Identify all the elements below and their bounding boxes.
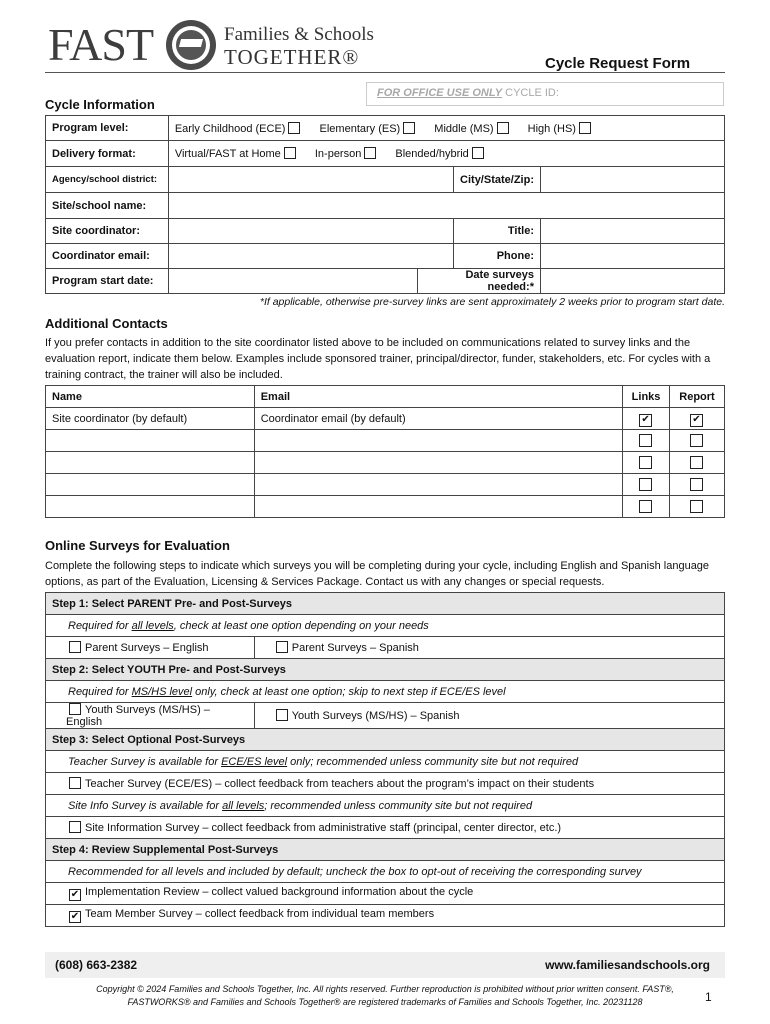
table-row [46,452,725,474]
program-level-options [168,116,724,141]
surveys-description: Complete the following steps to indicate which surveys you will be completing during your cycle, including English and Spanish language options, as part of the Evaluation, Licensing & Services Package. Contact us with any changes or special requests. [45,560,710,588]
contacts-title: Additional Contacts [45,316,168,331]
hybrid-checkbox[interactable] [472,147,484,159]
links-checkbox-checked[interactable]: ✔ [639,414,652,427]
cycle-info-table [45,115,725,294]
fast-logo [48,18,374,74]
table-row [46,430,725,452]
city-input[interactable] [540,167,724,193]
phone-label: Phone: [454,244,541,269]
report-checkbox[interactable] [690,478,703,491]
impl-review-option[interactable] [46,883,725,905]
youth-english-checkbox[interactable] [69,703,81,715]
email-input[interactable] [254,474,622,496]
surveys-needed-input[interactable] [540,269,724,294]
teacher-survey-checkbox[interactable] [69,777,81,789]
links-checkbox[interactable] [639,478,652,491]
program-level-label: Program level: [46,116,169,141]
report-checkbox[interactable] [690,456,703,469]
footer-phone: (608) 663-2382 [55,958,138,972]
email-input[interactable] [254,496,622,518]
col-email-header: Email [254,386,622,408]
youth-spanish-checkbox[interactable] [276,709,288,721]
cycle-id-label: CYCLE ID: [505,87,559,99]
graduation-cap-seal-icon [166,20,216,70]
option-virtual-label: Virtual/FAST at Home [174,148,281,160]
logo-line-1: Families & Schools [224,24,374,45]
contacts-table [45,385,725,518]
name-input[interactable] [46,452,255,474]
logo-line-2: TOGETHER® [224,45,360,69]
name-input[interactable] [46,430,255,452]
col-report-header: Report [670,386,725,408]
step2-header: Step 2: Select YOUTH Pre- and Post-Surveys [46,659,725,681]
table-row [46,496,725,518]
coordinator-email-input[interactable] [168,244,453,269]
footer-website-link[interactable]: www.familiesandschools.org [545,958,710,972]
parent-spanish-option[interactable] [254,637,724,659]
cycle-info-title: Cycle Information [45,97,155,112]
site-coordinator-label: Site coordinator: [46,219,169,244]
start-date-label: Program start date: [46,269,169,294]
team-survey-checkbox-checked[interactable]: ✔ [70,911,80,922]
site-name-label: Site/school name: [46,193,169,219]
site-coordinator-input[interactable] [168,219,453,244]
delivery-format-options [168,141,724,167]
impl-review-label: Implementation Review – collect valued background information about the cycle [85,886,474,898]
youth-spanish-label: Youth Surveys (MS/HS) – Spanish [291,710,460,722]
office-use-label: FOR OFFICE USE ONLY [377,87,503,99]
report-checkbox-checked[interactable]: ✔ [690,414,703,427]
default-email-cell: Coordinator email (by default) [254,408,622,430]
col-name-header: Name [46,386,255,408]
email-input[interactable] [254,430,622,452]
impl-review-checkbox-checked[interactable]: ✔ [70,889,80,900]
phone-input[interactable] [540,244,724,269]
youth-spanish-option[interactable] [254,703,724,729]
step4-header: Step 4: Review Supplemental Post-Surveys [46,839,725,861]
table-row [46,474,725,496]
ece-checkbox[interactable] [288,122,300,134]
surveys-title: Online Surveys for Evaluation [45,538,230,553]
step2-note: Required for MS/HS level only, check at least one option; skip to next step if ECE/ES level [46,681,725,703]
default-name-cell: Site coordinator (by default) [46,408,255,430]
links-checkbox[interactable] [639,434,652,447]
report-checkbox[interactable] [690,434,703,447]
start-date-input[interactable] [168,269,417,294]
option-ms-label: Middle (MS) [434,122,494,135]
siteinfo-survey-checkbox[interactable] [69,821,81,833]
logo-wordmark: FAST [48,19,154,70]
option-ece-label: Early Childhood (ECE) [174,122,286,135]
option-es-label: Elementary (ES) [319,122,401,135]
table-row [46,408,725,430]
hs-checkbox[interactable] [579,122,591,134]
parent-english-label: Parent Surveys – English [85,642,209,654]
teacher-survey-label: Teacher Survey (ECE/ES) – collect feedback from teachers about the program’s impact on their students [85,778,595,790]
siteinfo-note: Site Info Survey is available for all levels; recommended unless community site but not required [46,795,725,817]
email-input[interactable] [254,452,622,474]
inperson-checkbox[interactable] [364,147,376,159]
report-checkbox[interactable] [690,500,703,513]
contacts-description: If you prefer contacts in addition to the site coordinator listed above to be included on communications related to survey links and the evaluation report, indicate them below. Examples include sponsored trainer, principal/director, funder, stakeholders, etc. For cycles with a training contract, the trainer will also be included. [45,337,711,381]
office-use-field[interactable] [366,82,724,106]
name-input[interactable] [46,474,255,496]
parent-english-checkbox[interactable] [69,641,81,653]
title-input[interactable] [540,219,724,244]
parent-english-option[interactable] [46,637,255,659]
option-inperson-label: In-person [314,148,362,160]
agency-input[interactable] [168,167,453,193]
step3-header: Step 3: Select Optional Post-Surveys [46,729,725,751]
site-name-input[interactable] [168,193,724,219]
links-checkbox[interactable] [639,456,652,469]
siteinfo-survey-option[interactable] [46,817,725,839]
agency-label: Agency/school district: [46,167,169,193]
form-title: Cycle Request Form [545,55,691,72]
surveys-needed-label: Date surveys needed:* [417,269,540,294]
copyright-line-1: Copyright © 2024 Families and Schools Together, Inc. All rights reserved. Further reproduction is prohibited without prior written consent. FAST®, [96,984,674,994]
header-divider [45,72,725,73]
option-hybrid-label: Blended/hybrid [395,148,469,160]
coordinator-email-label: Coordinator email: [46,244,169,269]
youth-english-label: Youth Surveys (MS/HS) – English [66,704,210,728]
start-date-note: *If applicable, otherwise pre-survey links are sent approximately 2 weeks prior to program start date. [259,296,725,308]
team-survey-option[interactable] [46,905,725,927]
copyright-line-2: FASTWORKS® and Families and Schools Together® are registered trademarks of Families and Schools Together, Inc. 20231128 [127,997,643,1007]
ms-checkbox[interactable] [497,122,509,134]
step1-note: Required for all levels, check at least one option depending on your needs [46,615,725,637]
links-checkbox[interactable] [639,500,652,513]
step4-note: Recommended for all levels and included by default; uncheck the box to opt-out of receiving the corresponding survey [46,861,725,883]
parent-spanish-label: Parent Surveys – Spanish [291,642,419,654]
page-number: 1 [705,990,712,1004]
title-label: Title: [454,219,541,244]
surveys-table [45,592,725,927]
name-input[interactable] [46,496,255,518]
virtual-checkbox[interactable] [284,147,296,159]
step1-header: Step 1: Select PARENT Pre- and Post-Surveys [46,593,725,615]
teacher-survey-option[interactable] [46,773,725,795]
delivery-format-label: Delivery format: [46,141,169,167]
youth-english-option[interactable] [46,703,255,729]
city-label: City/State/Zip: [454,167,541,193]
col-links-header: Links [623,386,670,408]
es-checkbox[interactable] [403,122,415,134]
option-hs-label: High (HS) [527,122,576,135]
teacher-note: Teacher Survey is available for ECE/ES level only; recommended unless community site but not required [46,751,725,773]
team-survey-label: Team Member Survey – collect feedback from individual team members [85,908,435,920]
siteinfo-survey-label: Site Information Survey – collect feedback from administrative staff (principal, center director, etc.) [85,822,562,834]
copyright-notice [80,983,690,1009]
parent-spanish-checkbox[interactable] [276,641,288,653]
